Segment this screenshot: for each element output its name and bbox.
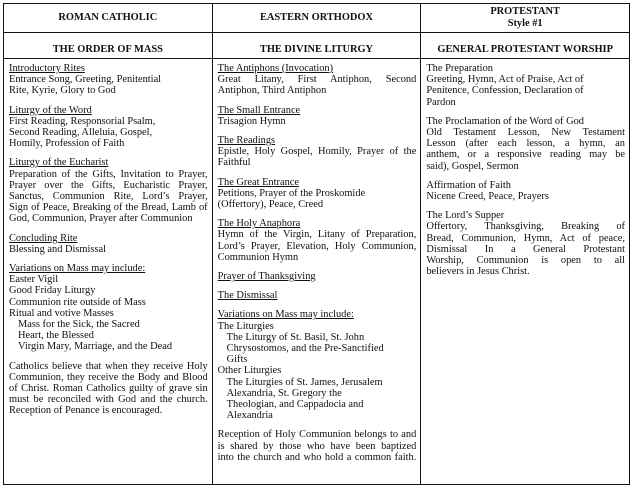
- section-text-line: Nicene Creed, Peace, Prayers: [426, 191, 549, 203]
- section-text-line: Lesson (after each lesson, a hymn, an: [426, 138, 625, 150]
- worship-comparison-table: [3, 3, 630, 485]
- section-heading: The Readings: [217, 135, 276, 147]
- liturgy-section: [426, 180, 625, 202]
- tradition-header: [212, 4, 421, 33]
- tradition-name: PROTESTANT: [490, 6, 560, 17]
- section-text-line: into the church and who hold a common faith.: [217, 451, 417, 463]
- section-text-line: Gifts: [226, 354, 248, 366]
- section-text-line: believers in Jesus Christ.: [426, 266, 530, 278]
- tradition-style: Style #1: [507, 18, 543, 29]
- section-text-line: Preparation of the Gifts, Invitation to Prayer,: [9, 168, 208, 180]
- liturgy-section: [218, 290, 417, 301]
- service-title: THE DIVINE LITURGY: [212, 33, 421, 59]
- section-text-line: Greeting, Hymn, Act of Praise, Act of: [426, 74, 584, 86]
- section-text-line: Sign of Peace, Breaking of the Bread, Lamb of: [9, 202, 208, 214]
- section-text-line: Theologian, and Cappadocia and: [226, 399, 364, 411]
- liturgy-section: [218, 135, 417, 169]
- liturgy-section: [9, 263, 208, 353]
- section-text-line: Offertory, Thanksgiving, Breaking of: [426, 221, 625, 233]
- section-text-line: Rite, Kyrie, Glory to God: [9, 85, 116, 97]
- section-heading: The Holy Anaphora: [217, 218, 301, 230]
- section-text-line: Homily, Profession of Faith: [9, 138, 125, 150]
- section-text-line: Antiphon, Third Antiphon: [217, 85, 327, 97]
- order-column: [212, 59, 421, 485]
- liturgy-section: [218, 105, 417, 127]
- section-text-line: Heart, the Blessed: [18, 330, 94, 342]
- section-text-line: The Liturgies: [217, 320, 274, 332]
- section-text-line: Entrance Song, Greeting, Penitential: [9, 74, 162, 86]
- section-text-line: Trisagion Hymn: [217, 115, 286, 127]
- section-text-line: Faithful: [217, 157, 251, 169]
- liturgy-section: [9, 63, 208, 97]
- section-text-line: Blessing and Dismissal: [9, 243, 106, 255]
- section-text-line: Alexandria: [226, 410, 273, 422]
- section-text-line: Prayer over the Gifts, Eucharistic Prayer,: [9, 179, 208, 191]
- section-text-line: Other Liturgies: [217, 365, 282, 377]
- section-text-line: Bread, Communion, Hymn, Act of peace,: [426, 232, 625, 244]
- section-heading: The Great Entrance: [217, 176, 300, 188]
- section-text-line: must be reconciled with God and the church.: [9, 394, 208, 406]
- section-text-line: Ritual and votive Masses: [9, 307, 114, 319]
- tradition-header: [4, 4, 213, 33]
- section-heading: The Lord’s Supper: [426, 210, 505, 222]
- section-text-line: Communion rite outside of Mass: [9, 296, 146, 308]
- tradition-header: [421, 4, 630, 33]
- section-text-line: Epistle, Holy Gospel, Homily, Prayer of the: [217, 146, 417, 158]
- section-text-line: Alexandria, St. Gregory the: [226, 387, 342, 399]
- liturgy-section: [218, 63, 417, 97]
- section-text-line: Easter Vigil: [9, 274, 59, 286]
- liturgy-section: [218, 177, 417, 211]
- liturgy-section: [9, 105, 208, 150]
- liturgy-section: [218, 218, 417, 263]
- liturgy-section: [426, 210, 625, 277]
- section-text-line: Sanctus, Communion Rite, Lord’s Prayer,: [9, 191, 208, 203]
- order-of-service-row: [4, 59, 630, 485]
- liturgy-section: [9, 233, 208, 255]
- liturgy-section: [218, 429, 417, 463]
- section-text-line: Mass for the Sick, the Sacred: [18, 319, 140, 331]
- section-text-line: Reception of Holy Communion belongs to and: [217, 429, 417, 441]
- section-text-line: Pardon: [426, 96, 456, 108]
- section-text-line: The Liturgies of St. James, Jerusalem: [226, 376, 383, 388]
- section-heading: Liturgy of the Eucharist: [9, 157, 109, 169]
- section-heading: Introductory Rites: [9, 63, 85, 74]
- section-text-line: Communion, they receive the Body and Blood: [9, 371, 208, 383]
- liturgy-section: [426, 63, 625, 108]
- service-title: THE ORDER OF MASS: [4, 33, 213, 59]
- section-text-line: Reception of Penance is encouraged.: [9, 405, 163, 417]
- liturgy-section: [218, 271, 417, 282]
- section-text-line: Virgin Mary, Marriage, and the Dead: [18, 341, 173, 353]
- section-heading: Concluding Rite: [9, 232, 78, 244]
- section-text-line: Catholics believe that when they receive Holy: [9, 360, 208, 372]
- tradition-name: EASTERN ORTHODOX: [259, 12, 374, 23]
- section-text-line: said), Gospel, Sermon: [426, 160, 519, 172]
- section-text-line: Second Reading, Alleluia, Gospel,: [9, 127, 153, 139]
- section-heading: The Preparation: [426, 63, 493, 74]
- section-text-line: The Liturgy of St. Basil, St. John: [226, 331, 365, 343]
- section-text-line: Communion Hymn: [217, 251, 299, 263]
- section-text-line: is shared by those who have been baptized: [217, 440, 417, 452]
- service-title: GENERAL PROTESTANT WORSHIP: [421, 33, 630, 59]
- section-text-line: Penitence, Confession, Declaration of: [426, 85, 584, 97]
- section-text-line: God, Communion, Prayer after Communion: [9, 213, 193, 225]
- liturgy-section: [426, 116, 625, 172]
- service-row: [4, 33, 630, 59]
- liturgy-section: [218, 309, 417, 421]
- liturgy-section: [9, 157, 208, 224]
- section-text-line: Petitions, Prayer of the Proskomide: [217, 187, 366, 199]
- section-heading: Prayer of Thanksgiving: [217, 271, 316, 283]
- tradition-name: ROMAN CATHOLIC: [58, 12, 158, 23]
- tradition-row: [4, 4, 630, 33]
- section-text-line: Great Litany, First Antiphon, Second: [217, 74, 417, 86]
- section-heading: The Antiphons (Invocation): [217, 63, 334, 74]
- section-text-line: Chrysostomos, and the Pre-Sanctified: [226, 343, 384, 355]
- order-column: [421, 59, 630, 485]
- section-text-line: Old Testament Lesson, New Testament: [426, 127, 625, 139]
- order-column: [4, 59, 213, 485]
- section-heading: Variations on Mass may include:: [9, 263, 146, 275]
- liturgy-section: [9, 361, 208, 417]
- section-text-line: First Reading, Responsorial Psalm,: [9, 115, 156, 127]
- section-text-line: Dismissal In a General Protestant: [426, 243, 625, 255]
- section-heading: Affirmation of Faith: [426, 179, 511, 191]
- section-text-line: Lord’s Prayer, Elevation, Holy Communion,: [217, 240, 417, 252]
- section-heading: The Small Entrance: [217, 104, 301, 116]
- section-text-line: (Offertory), Peace, Creed: [217, 199, 324, 211]
- section-text-line: Worship, Communion is open to all: [426, 255, 625, 267]
- section-text-line: Hymn of the Virgin, Litany of Preparation,: [217, 229, 417, 241]
- section-heading: The Dismissal: [217, 290, 278, 302]
- section-text-line: anthem, or a responsive reading may be: [426, 149, 625, 161]
- section-text-line: of Christ. Roman Catholics guilty of grave sin: [9, 383, 208, 395]
- section-heading: The Proclamation of the Word of God: [426, 115, 584, 127]
- section-text-line: Good Friday Liturgy: [9, 285, 96, 297]
- section-heading: Variations on Mass may include:: [217, 309, 354, 321]
- section-heading: Liturgy of the Word: [9, 104, 92, 116]
